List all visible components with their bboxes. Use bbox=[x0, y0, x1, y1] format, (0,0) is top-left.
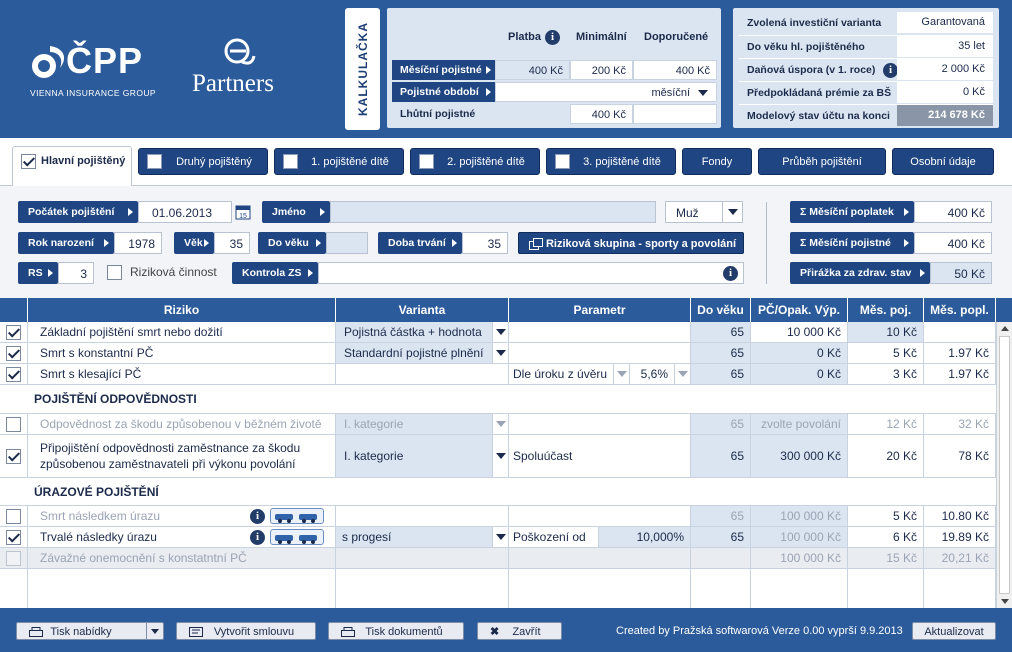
cpp-logo-text: ČPP bbox=[66, 40, 144, 81]
varianta-select[interactable]: Standardní pojistné plnění bbox=[336, 343, 509, 363]
cpp-swirl-icon bbox=[30, 44, 68, 80]
parametr-cell bbox=[509, 506, 691, 526]
varianta-cell bbox=[336, 364, 509, 384]
calculator-label: KALKULAČKA bbox=[345, 8, 380, 130]
rs-field[interactable]: 3 bbox=[58, 262, 94, 284]
grid-header-mes-popl[interactable]: Měs. popl. bbox=[924, 298, 996, 322]
pc-cell[interactable]: 100 000 Kč bbox=[751, 506, 848, 526]
kontrola-zs-field[interactable] bbox=[318, 262, 744, 284]
grid-header-check bbox=[0, 298, 28, 322]
summary-row-total: Modelový stav účtu na konci 214 678 Kč bbox=[739, 104, 993, 126]
rs-label: RS bbox=[18, 262, 58, 284]
varianta-cell bbox=[336, 506, 509, 526]
riziko-cell: Smrt s konstantní PČ bbox=[28, 343, 336, 363]
chevron-down-icon bbox=[698, 90, 708, 96]
parametr-cell bbox=[509, 343, 691, 363]
grid-header-pc[interactable]: PČ/Opak. Výp. bbox=[751, 298, 848, 322]
col-minimalni: Minimální bbox=[576, 31, 627, 43]
chevron-down-icon bbox=[674, 364, 690, 384]
table-row[interactable] bbox=[0, 364, 996, 385]
row-checkbox[interactable] bbox=[6, 367, 21, 382]
svg-text:15: 15 bbox=[239, 213, 247, 220]
mesicni-platba-field[interactable]: 400 Kč bbox=[495, 60, 570, 80]
mes-popl-cell: 10.80 Kč bbox=[924, 506, 996, 526]
do-veku-cell[interactable]: 65 bbox=[691, 343, 751, 363]
mes-popl-cell: 1.97 Kč bbox=[924, 364, 996, 384]
vek-field[interactable]: 35 bbox=[214, 232, 250, 254]
parametr2-field[interactable]: 10,000% bbox=[599, 527, 691, 547]
pc-cell[interactable]: 0 Kč bbox=[751, 343, 848, 363]
row-checkbox[interactable] bbox=[6, 417, 21, 432]
tab-checkbox[interactable] bbox=[555, 154, 570, 169]
varianta-select[interactable]: I. kategorie bbox=[336, 435, 509, 477]
chevron-down-icon bbox=[492, 322, 508, 342]
chevron-down-icon bbox=[492, 343, 508, 363]
pc-cell[interactable]: 10 000 Kč bbox=[751, 322, 848, 342]
grid-header-corner bbox=[996, 298, 1012, 322]
tisk-dokumentu-button[interactable]: Tisk dokumentů bbox=[328, 622, 464, 640]
parametr-cell bbox=[509, 548, 691, 568]
riziko-cell: Trvalé následky úrazu i bbox=[28, 527, 336, 547]
summary-row: Předpokládaná prémie za BŠ 0 Kč bbox=[739, 81, 993, 103]
divider bbox=[766, 202, 767, 284]
tab-checkbox[interactable] bbox=[283, 154, 298, 169]
car-accident-icon[interactable] bbox=[270, 529, 324, 545]
chevron-down-icon bbox=[722, 202, 742, 222]
vytvorit-smlouvu-button[interactable]: Vytvořit smlouvu bbox=[176, 622, 316, 640]
varianta-select[interactable]: I. kategorie bbox=[336, 414, 509, 434]
tab-bar bbox=[0, 138, 1012, 186]
riziko-cell: Smrt následkem úrazu i bbox=[28, 506, 336, 526]
chevron-down-icon bbox=[613, 364, 629, 384]
lhutni-pojistne-label: Lhůtní pojistné bbox=[392, 104, 570, 124]
table-row[interactable] bbox=[0, 548, 996, 569]
tab-checkbox[interactable] bbox=[147, 154, 162, 169]
pc-cell[interactable]: 300 000 Kč bbox=[751, 435, 848, 477]
footer-bar bbox=[0, 608, 1012, 652]
calculator-panel bbox=[387, 8, 721, 128]
mes-poj-cell: 5 Kč bbox=[848, 506, 924, 526]
section-header: ÚRAZOVÉ POJIŠTĚNÍ bbox=[0, 478, 996, 506]
parametr-cell bbox=[509, 414, 691, 434]
scrollbar-thumb[interactable] bbox=[999, 336, 1010, 594]
row-checkbox[interactable] bbox=[6, 346, 21, 361]
mesicni-pojistne-sum-value: 400 Kč bbox=[914, 232, 992, 254]
do-veku-cell[interactable]: 65 bbox=[691, 527, 751, 547]
mes-poj-cell: 5 Kč bbox=[848, 343, 924, 363]
pocatek-label: Počátek pojištění bbox=[18, 201, 138, 223]
do-veku-cell[interactable]: 65 bbox=[691, 506, 751, 526]
table-row[interactable] bbox=[0, 506, 996, 527]
mesicni-pojistne-label: Měsíční pojistné bbox=[392, 60, 495, 80]
mes-poj-cell: 20 Kč bbox=[848, 435, 924, 477]
lhutni-doporucene bbox=[633, 104, 717, 124]
info-icon[interactable]: i bbox=[883, 63, 898, 78]
mes-poj-cell: 15 Kč bbox=[848, 548, 924, 568]
cpp-logo bbox=[30, 38, 156, 100]
info-icon[interactable]: i bbox=[250, 530, 265, 545]
doba-trvani-field[interactable]: 35 bbox=[462, 232, 508, 254]
summary-row: Do věku hl. pojištěného 35 let bbox=[739, 35, 993, 57]
row-checkbox[interactable] bbox=[6, 509, 21, 524]
tab-druhy-pojisteny[interactable]: Druhý pojištěný bbox=[138, 148, 268, 175]
varianta-select[interactable]: s progesí bbox=[336, 527, 509, 547]
windows-icon bbox=[529, 238, 543, 250]
mes-poj-cell[interactable]: 10 Kč bbox=[848, 322, 924, 342]
riziko-cell: Připojištění odpovědnosti zaměstnance za škodu způsobenou zaměstnavateli při výkonu povolání bbox=[28, 435, 336, 477]
printer-icon bbox=[29, 627, 43, 637]
do-veku-cell[interactable]: 65 bbox=[691, 364, 751, 384]
summary-row: Daňová úspora (v 1. roce) i 2 000 Kč bbox=[739, 58, 993, 80]
grid-header-riziko[interactable]: Riziko bbox=[28, 298, 336, 322]
close-icon: ✖ bbox=[490, 626, 500, 638]
rok-narozeni-label: Rok narození bbox=[18, 232, 114, 254]
row-checkbox[interactable] bbox=[6, 530, 21, 545]
grid-header-mes-poj[interactable]: Měs. poj. bbox=[848, 298, 924, 322]
summary-row: Zvolená investiční varianta Garantovaná bbox=[739, 12, 993, 34]
parametr-select[interactable]: Dle úroku z úvěru bbox=[509, 364, 630, 384]
parametr-cell: Spoluúčast bbox=[509, 435, 691, 477]
tab-osobni-udaje[interactable]: Osobní údaje bbox=[892, 148, 994, 175]
chevron-down-icon bbox=[492, 435, 508, 477]
varianta-cell bbox=[336, 548, 509, 568]
table-row-empty bbox=[0, 569, 996, 608]
riziko-cell: Smrt s klesající PČ bbox=[28, 364, 336, 384]
tab-1-dite[interactable]: 1. pojištěné dítě bbox=[274, 148, 404, 175]
partners-mark-icon bbox=[222, 36, 256, 70]
chevron-down-icon bbox=[492, 527, 508, 547]
tab-2-dite[interactable]: 2. pojištěné dítě bbox=[410, 148, 540, 175]
col-doporucene: Doporučené bbox=[644, 31, 709, 43]
pc-cell[interactable]: 100 000 Kč bbox=[751, 527, 848, 547]
do-veku-cell[interactable]: 65 bbox=[691, 435, 751, 477]
tisk-nabidky-button[interactable]: Tisk nabídky bbox=[16, 622, 164, 640]
riziko-cell: Základní pojištění smrt nebo dožití bbox=[28, 322, 336, 342]
mesicni-poplatek-label: Σ Měsíční poplatek bbox=[790, 201, 914, 223]
rizikova-skupina-button[interactable]: Riziková skupina - sporty a povolání bbox=[518, 232, 744, 254]
rizikova-cinnost-checkbox[interactable] bbox=[107, 265, 122, 280]
mes-poj-cell: 3 Kč bbox=[848, 364, 924, 384]
gender-select[interactable]: Muž bbox=[665, 201, 743, 223]
mesicni-pojistne-sum-label: Σ Měsíční pojistné bbox=[790, 232, 914, 254]
pc-cell[interactable]: zvolte povolání bbox=[751, 414, 848, 434]
tab-hlavni-pojisteny[interactable]: Hlavní pojištěný bbox=[12, 146, 132, 186]
parametr2-select[interactable]: 5,6% bbox=[630, 364, 691, 384]
mes-poj-cell: 12 Kč bbox=[848, 414, 924, 434]
do-veku-cell[interactable]: 65 bbox=[691, 322, 751, 342]
grid-header-do-veku[interactable]: Do věku bbox=[691, 298, 751, 322]
jmeno-field[interactable] bbox=[330, 201, 656, 223]
partners-logo-text: Partners bbox=[192, 70, 274, 97]
parametr-cell bbox=[509, 322, 691, 342]
mes-popl-cell: 20,21 Kč bbox=[924, 548, 996, 568]
zavrit-button[interactable]: ✖ Zavřít bbox=[477, 622, 562, 640]
pocatek-field[interactable]: 01.06.2013 bbox=[138, 201, 232, 223]
car-accident-icon[interactable] bbox=[270, 508, 324, 524]
mes-popl-cell bbox=[924, 322, 996, 342]
col-platba: Platba bbox=[508, 31, 542, 43]
table-row[interactable] bbox=[0, 435, 996, 478]
row-checkbox[interactable] bbox=[6, 325, 21, 340]
prirazka-field[interactable]: 50 Kč bbox=[930, 262, 992, 284]
printer-icon bbox=[341, 627, 355, 637]
kontrola-zs-label: Kontrola ZS bbox=[232, 262, 318, 284]
mesicni-poplatek-value: 400 Kč bbox=[914, 201, 992, 223]
tab-checkbox[interactable] bbox=[21, 154, 36, 169]
rok-narozeni-field[interactable]: 1978 bbox=[114, 232, 162, 254]
document-icon bbox=[189, 627, 203, 637]
riziko-cell: Odpovědnost za škodu způsobenou v běžném životě bbox=[28, 414, 336, 434]
row-checkbox[interactable] bbox=[6, 449, 21, 464]
cpp-logo-sub: VIENNA INSURANCE GROUP bbox=[30, 88, 156, 98]
do-veku-field[interactable] bbox=[326, 232, 368, 254]
credit-text: Created by Pražská softwarová Verze 0.00 vyprší 9.9.2013 bbox=[616, 625, 903, 637]
mesicni-doporucene: 400 Kč bbox=[633, 60, 717, 80]
grid-header-parametr[interactable]: Parametr bbox=[509, 298, 691, 322]
mes-popl-cell: 1.97 Kč bbox=[924, 343, 996, 363]
scroll-up-icon[interactable] bbox=[1001, 326, 1009, 331]
aktualizovat-button[interactable]: Aktualizovat bbox=[912, 622, 996, 640]
varianta-select[interactable]: Pojistná částka + hodnota bbox=[336, 322, 509, 342]
tab-checkbox[interactable] bbox=[419, 154, 434, 169]
do-veku-cell[interactable]: 65 bbox=[691, 414, 751, 434]
tab-prubeh-pojisteni[interactable]: Průběh pojištění bbox=[758, 148, 886, 175]
info-icon[interactable]: i bbox=[250, 509, 265, 524]
grid-header-varianta[interactable]: Varianta bbox=[336, 298, 509, 322]
do-veku-label: Do věku bbox=[258, 232, 326, 254]
lhutni-minimalni: 400 Kč bbox=[570, 104, 633, 124]
header bbox=[0, 0, 1012, 138]
table-row[interactable] bbox=[0, 527, 996, 548]
parametr-cell: Poškození od bbox=[509, 527, 599, 547]
tab-3-dite[interactable]: 3. pojištěné dítě bbox=[546, 148, 676, 175]
pc-cell[interactable]: 0 Kč bbox=[751, 364, 848, 384]
info-icon[interactable]: i bbox=[545, 30, 560, 45]
riziko-cell: Závažné onemocnění s konstatntní PČ bbox=[28, 548, 336, 568]
pc-cell: 100 000 Kč bbox=[751, 548, 848, 568]
partners-logo bbox=[192, 36, 302, 98]
row-checkbox[interactable] bbox=[6, 551, 21, 566]
mes-popl-cell: 78 Kč bbox=[924, 435, 996, 477]
chevron-down-icon bbox=[492, 414, 508, 434]
calendar-icon[interactable] bbox=[235, 204, 251, 220]
scroll-down-icon[interactable] bbox=[1001, 599, 1009, 604]
summary-panel bbox=[733, 8, 999, 128]
risk-grid bbox=[0, 298, 1012, 608]
table-row[interactable] bbox=[0, 343, 996, 364]
pojistne-obdobi-select[interactable]: měsíční bbox=[495, 82, 717, 102]
insured-form bbox=[0, 186, 1012, 298]
mes-poj-cell: 6 Kč bbox=[848, 527, 924, 547]
pojistne-obdobi-label: Pojistné období bbox=[392, 82, 495, 102]
mes-popl-cell: 32 Kč bbox=[924, 414, 996, 434]
mes-popl-cell: 19.89 Kč bbox=[924, 527, 996, 547]
do-veku-cell bbox=[691, 548, 751, 568]
vertical-scrollbar[interactable] bbox=[996, 322, 1012, 608]
vek-label: Věk bbox=[174, 232, 214, 254]
rizikova-cinnost-label: Riziková činnost bbox=[130, 265, 217, 279]
doba-trvani-label: Doba trvání bbox=[378, 232, 462, 254]
prirazka-label: Přirážka za zdrav. stav bbox=[790, 262, 930, 284]
table-row[interactable] bbox=[0, 414, 996, 435]
section-header: POJIŠTĚNÍ ODPOVĚDNOSTI bbox=[0, 385, 996, 414]
tab-fondy[interactable]: Fondy bbox=[682, 148, 752, 175]
info-icon[interactable]: i bbox=[723, 266, 738, 281]
chevron-down-icon[interactable] bbox=[146, 623, 163, 639]
jmeno-label: Jméno bbox=[262, 201, 330, 223]
mesicni-minimalni: 200 Kč bbox=[570, 60, 633, 80]
table-row[interactable] bbox=[0, 322, 996, 343]
